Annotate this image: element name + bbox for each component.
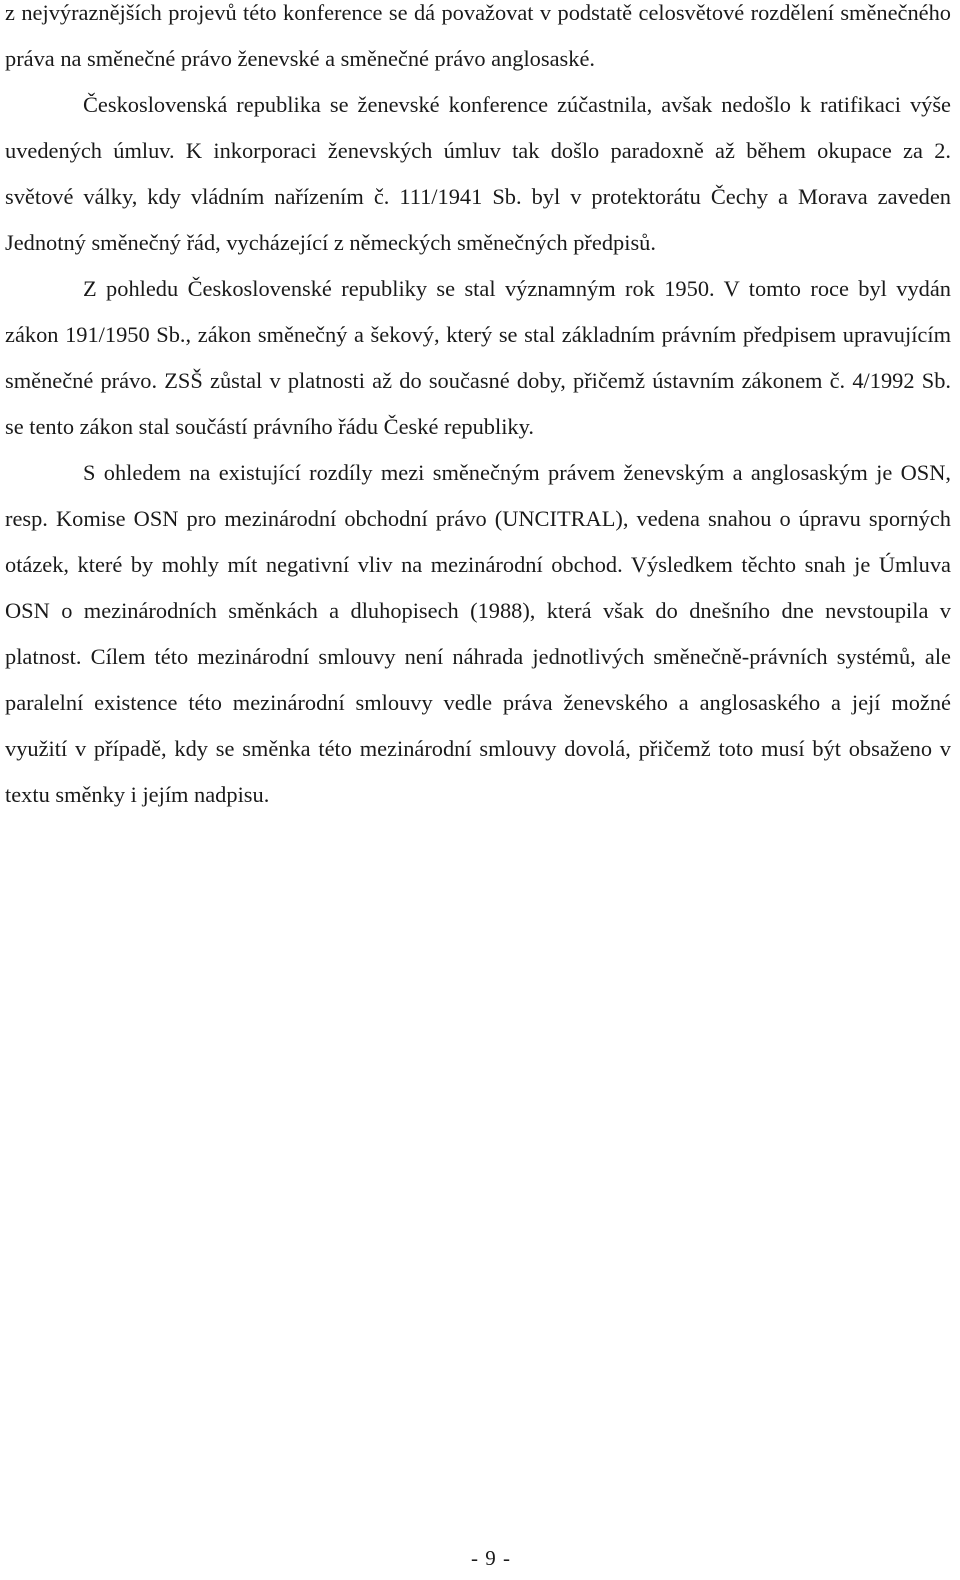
paragraph-4: S ohledem na existující rozdíly mezi směnečným právem ženevským a anglosaským je OSN, resp. Komise OSN pro mezinárodní obchodní právo (UNCITRAL), vedena snahou o úpravu sporných otázek, které by mohly mít negativní vliv na mezinárodní obchod. Výsledkem těchto snah je Úmluva OSN o mezinárodních směnkách a dluhopisech (1988), která však do dnešního dne nevstoupila v platnost. Cílem této mezinárodní smlouvy není náhrada jednotlivých směnečně-právních systémů, ale paralelní existence této mezinárodní smlouvy vedle práva ženevského a anglosaského a její možné využití v případě, kdy se směnka této mezinárodní smlouvy dovolá, přičemž toto musí být obsaženo v textu směnky i jejím nadpisu. [5,460,951,807]
page-number: - 9 - [471,1546,511,1570]
paragraph-1: z nejvýraznějších projevů této konference se dá považovat v podstatě celosvětové rozdělení směnečného práva na směnečné právo ženevské a směnečné právo anglosaské. [5,0,951,71]
paragraph-2: Československá republika se ženevské konference zúčastnila, avšak nedošlo k ratifikaci výše uvedených úmluv. K inkorporaci ženevských úmluv tak došlo paradoxně až během okupace za 2. světové války, kdy vládním nařízením č. 111/1941 Sb. byl v protektorátu Čechy a Morava zaveden Jednotný směnečný řád, vycházející z německých směnečných předpisů. [5,92,951,255]
paragraph-3: Z pohledu Československé republiky se stal významným rok 1950. V tomto roce byl vydán zákon 191/1950 Sb., zákon směnečný a šekový, který se stal základním právním předpisem upravujícím směnečné právo. ZSŠ zůstal v platnosti až do současné doby, přičemž ústavním zákonem č. 4/1992 Sb. se tento zákon stal součástí právního řádu České republiky. [5,276,951,439]
document-page [5,0,951,818]
